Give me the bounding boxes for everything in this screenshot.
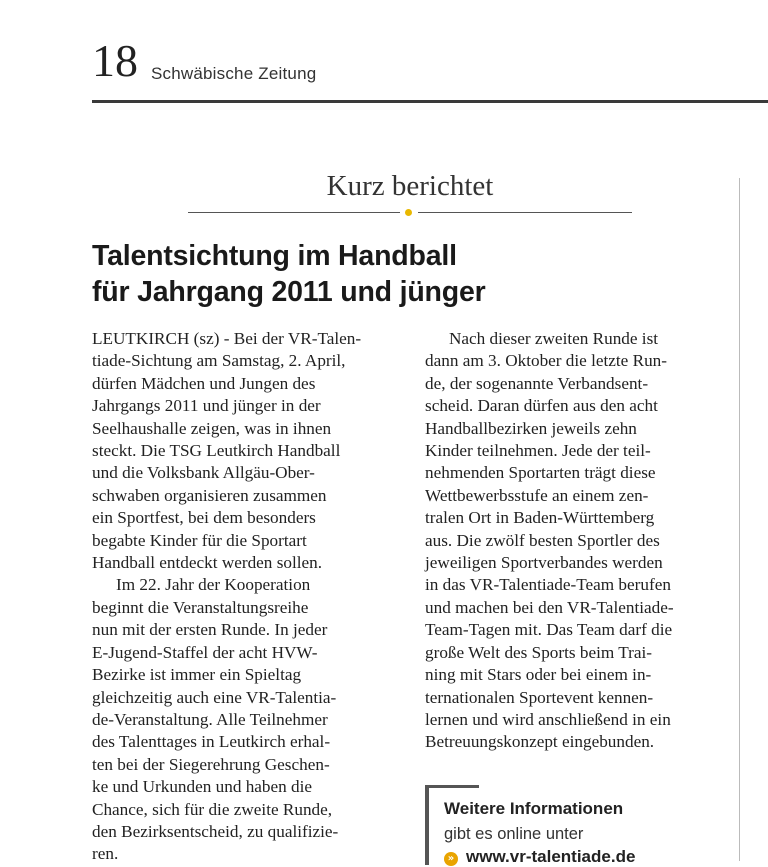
section-line-right: [418, 212, 632, 213]
section-label: Kurz berichtet: [326, 170, 494, 202]
page-number: 18: [92, 35, 138, 86]
text-line: den Bezirksentscheid, zu qualifizie-: [92, 821, 339, 841]
text-line: des Talenttages in Leutkirch erhal-: [92, 732, 331, 752]
text-line: dann am 3. Oktober die letzte Run-: [425, 351, 667, 371]
text-line: Jahrgangs 2011 und jünger in der: [92, 396, 321, 416]
text-line: große Welt des Sports beim Trai-: [425, 642, 652, 662]
text-line: de-Veranstaltung. Alle Teilnehmer: [92, 709, 328, 729]
text-line: Betreuungskonzept eingebunden.: [425, 732, 655, 752]
text-line: Nach dieser zweiten Runde ist: [449, 329, 659, 348]
article-column-right: [425, 328, 725, 754]
double-chevron-right-icon: »: [444, 852, 458, 866]
text-line: schwaben organisieren zusammen: [92, 485, 327, 505]
text-line: E-Jugend-Staffel der acht HVW-: [92, 642, 318, 662]
text-line: ternationalen Sportevent kennen-: [425, 687, 654, 707]
headline-line: Talentsichtung im Handball: [92, 240, 457, 272]
text-line: Chance, sich für die zweite Runde,: [92, 799, 333, 819]
text-line: tiade-Sichtung am Samstag, 2. April,: [92, 351, 346, 371]
info-box-title: Weitere Informationen: [444, 799, 624, 818]
text-line: ke und Urkunden und haben die: [92, 777, 313, 797]
text-line: ein Sportfest, bei dem besonders: [92, 508, 316, 528]
text-line: scheid. Daran dürfen aus den acht: [425, 396, 658, 416]
text-line: lernen und wird anschließend in ein: [425, 709, 671, 729]
text-line: gleichzeitig auch eine VR-Talentia-: [92, 687, 337, 707]
text-line: beginnt die Veranstaltungsreihe: [92, 597, 309, 617]
info-box: [425, 785, 725, 865]
text-line: ning mit Stars oder bei einem in-: [425, 665, 652, 685]
text-line: und machen bei den VR-Talentiade-: [425, 597, 674, 617]
text-line: und die Volksbank Allgäu-Ober-: [92, 463, 315, 483]
info-box-bar: [425, 785, 429, 865]
section-dot: [405, 209, 412, 216]
text-line: Handballbezirken jeweils zehn: [425, 418, 637, 438]
text-line: Bezirke ist immer ein Spieltag: [92, 665, 302, 685]
text-line: Seelhaushalle zeigen, was in ihnen: [92, 418, 332, 438]
text-line: Team-Tagen mit. Das Team darf die: [425, 620, 673, 640]
column-divider: [739, 178, 740, 861]
text-line: in das VR-Talentiade-Team berufen: [425, 575, 671, 595]
text-line: de, der sogenannte Verbandsent-: [425, 373, 649, 393]
info-box-top-rule: [425, 785, 479, 788]
newspaper-name: Schwäbische Zeitung: [151, 64, 317, 83]
info-box-text: gibt es online unter: [444, 825, 584, 843]
text-line: begabte Kinder für die Sportart: [92, 530, 307, 550]
text-line: dürfen Mädchen und Jungen des: [92, 373, 316, 393]
info-box-link[interactable]: www.vr-talentiade.de: [466, 847, 636, 866]
text-line: Im 22. Jahr der Kooperation: [116, 575, 311, 595]
text-line: aus. Die zwölf besten Sportler des: [425, 530, 660, 550]
section-line-left: [188, 212, 400, 213]
article-column-left: [92, 328, 392, 866]
header-rule: [92, 100, 768, 103]
text-line: ten bei der Siegerehrung Geschen-: [92, 754, 330, 774]
headline-line: für Jahrgang 2011 und jünger: [92, 276, 486, 308]
text-line: tralen Ort in Baden-Württemberg: [425, 508, 655, 528]
text-line: Handball entdeckt werden sollen.: [92, 553, 323, 573]
paragraph: [92, 328, 392, 574]
text-line: Kinder teilnehmen. Jede der teil-: [425, 441, 651, 461]
article-headline: [92, 238, 652, 310]
text-line: Wettbewerbsstufe an einem zen-: [425, 485, 649, 505]
text-line: ren.: [92, 844, 119, 864]
text-line: steckt. Die TSG Leutkirch Handball: [92, 441, 341, 461]
text-line: nehmenden Sportarten trägt diese: [425, 463, 656, 483]
text-line: jeweiligen Sportverbandes werden: [425, 553, 663, 573]
paragraph: [425, 328, 725, 754]
text-line: LEUTKIRCH (sz) - Bei der VR-Talen-: [92, 329, 362, 348]
paragraph: [92, 574, 392, 865]
text-line: nun mit der ersten Runde. In jeder: [92, 620, 328, 640]
